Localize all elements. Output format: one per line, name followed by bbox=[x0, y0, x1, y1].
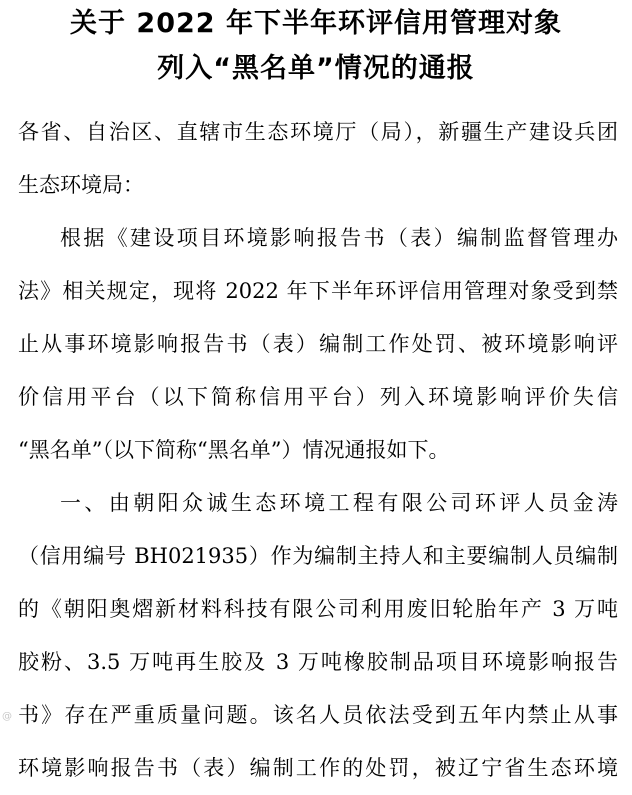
paragraph-line: 法》相关规定，现将 2022 年下半年环评信用管理对象受到禁 bbox=[18, 279, 618, 303]
paragraph-line: （信用编号 BH021935）作为编制主持人和主要编制人员编制 bbox=[18, 544, 618, 568]
paragraph-line: 价信用平台（以下简称信用平台）列入环境影响评价失信 bbox=[18, 385, 618, 409]
paragraph-1 bbox=[18, 212, 618, 477]
document-title-line-2: 列入“黑名单”情况的通报 bbox=[157, 53, 475, 84]
salutation bbox=[18, 106, 618, 212]
document-title-line-1: 关于 2022 年下半年环评信用管理对象 bbox=[70, 8, 562, 39]
salutation-line: 各省、自治区、直辖市生态环境厅（局），新疆生产建设兵团 bbox=[18, 120, 618, 144]
paragraph-line: 的《朝阳奥熠新材料科技有限公司利用废旧轮胎年产 3 万吨 bbox=[18, 597, 618, 621]
paragraph-line: 环境影响报告书（表）编制工作的处罚，被辽宁省生态环境 bbox=[18, 756, 618, 780]
paragraph-line: 书》存在严重质量问题。该名人员依法受到五年内禁止从事 bbox=[18, 703, 618, 727]
paragraph-line: 止从事环境影响报告书（表）编制工作处罚、被环境影响评 bbox=[18, 332, 618, 356]
paragraph-line: “黑名单”（以下简称“黑名单”）情况通报如下。 bbox=[18, 438, 450, 462]
paragraph-2 bbox=[18, 477, 618, 795]
paragraph-line: 一、由朝阳众诚生态环境工程有限公司环评人员金涛 bbox=[60, 491, 618, 515]
watermark: @ bbox=[2, 711, 12, 722]
salutation-line: 生态环境局： bbox=[18, 173, 144, 197]
paragraph-line: 胶粉、3.5 万吨再生胶及 3 万吨橡胶制品项目环境影响报告 bbox=[18, 650, 618, 674]
paragraph-line: 根据《建设项目环境影响报告书（表）编制监督管理办 bbox=[60, 226, 618, 250]
